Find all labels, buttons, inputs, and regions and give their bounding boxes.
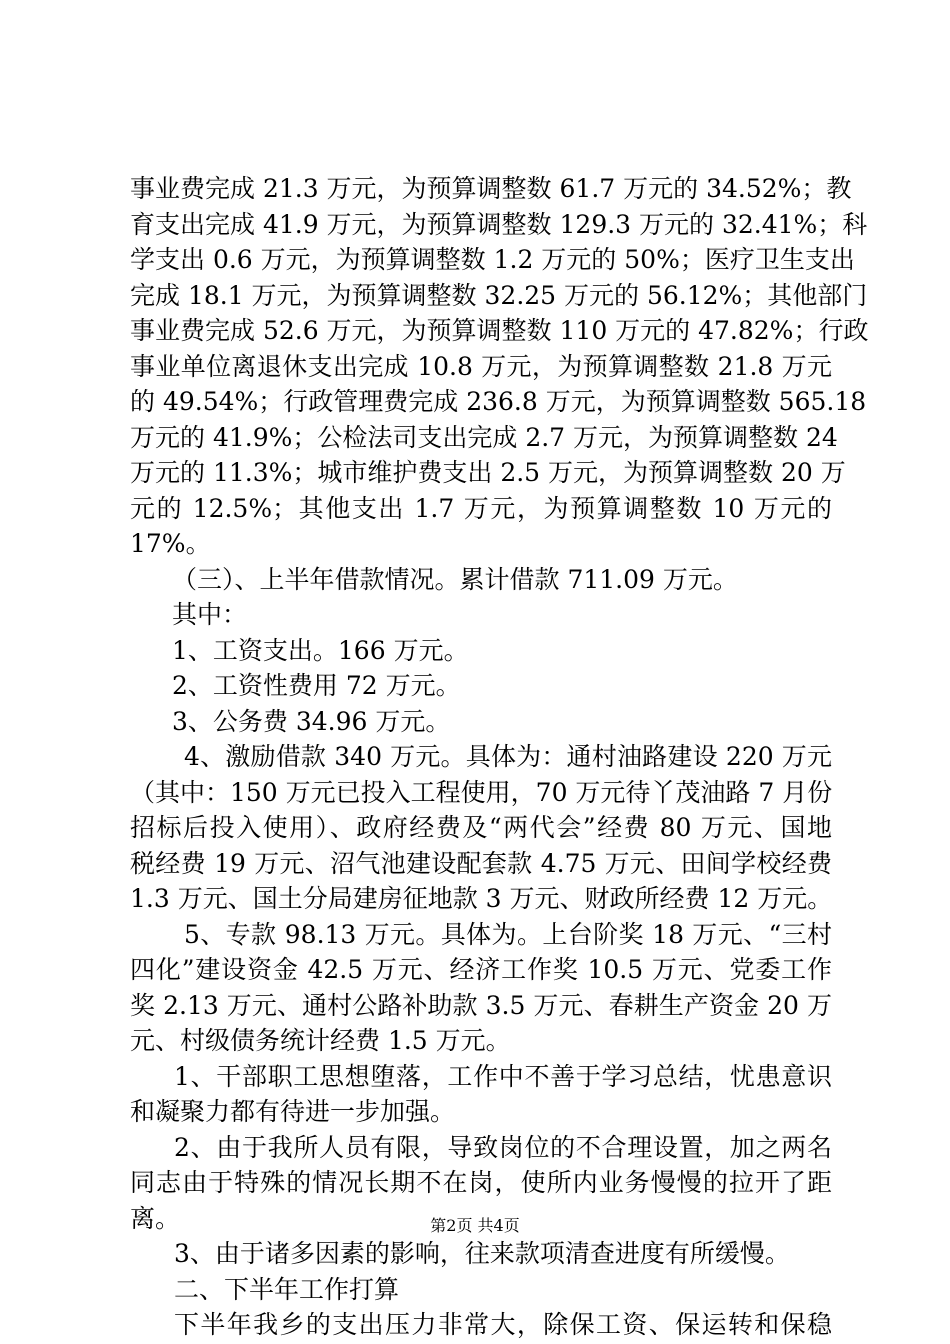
paragraph-line: 万元的 11.3%；城市维护费支出 2.5 万元，为预算调整数 20 万 <box>130 458 846 487</box>
paragraph-line: 离。 <box>130 1203 181 1233</box>
list-item: 2、工资性费用 72 万元。 <box>172 671 461 700</box>
list-item: 1、工资支出。166 万元。 <box>172 635 469 665</box>
paragraph-line: 奖 2.13 万元、通村公路补助款 3.5 万元、春耕生产资金 20 万 <box>130 990 832 1020</box>
list-item: 4、激励借款 340 万元。具体为：通村油路建设 220 万元 <box>184 742 832 771</box>
paragraph-line: 1.3 万元、国土分局建房征地款 3 万元、财政所经费 12 万元。 <box>130 884 833 913</box>
paragraph-line: 元、村级债务统计经费 1.5 万元。 <box>130 1026 511 1055</box>
paragraph-line: 元的 12.5%；其他支出 1.7 万元，为预算调整数 10 万元的 <box>130 493 832 523</box>
paragraph-line: 完成 18.1 万元，为预算调整数 32.25 万元的 56.12%；其他部门 <box>130 280 868 310</box>
paragraph-line: 育支出完成 41.9 万元，为预算调整数 129.3 万元的 32.41%；科 <box>130 209 868 239</box>
section-heading: 二、下半年工作打算 <box>174 1274 400 1304</box>
paragraph-line: （其中：150 万元已投入工程使用，70 万元待丫茂油路 7 月份 <box>130 777 833 807</box>
paragraph-line: 招标后投入使用）、政府经费及“两代会”经费 80 万元、国地 <box>130 813 832 842</box>
section-heading: （三）、上半年借款情况。累计借款 711.09 万元。 <box>172 564 738 594</box>
list-item: 5、专款 98.13 万元。具体为。上台阶奖 18 万元、“三村 <box>184 919 832 949</box>
list-item: 3、由于诸多因素的影响，往来款项清查进度有所缓慢。 <box>174 1239 790 1268</box>
paragraph-line: 事业单位离退休支出完成 10.8 万元，为预算调整数 21.8 万元 <box>130 351 832 381</box>
paragraph-line: 四化”建设资金 42.5 万元、经济工作奖 10.5 万元、党委工作 <box>130 955 832 984</box>
list-item: 3、公务费 34.96 万元。 <box>172 706 451 736</box>
paragraph-line: 其中： <box>172 600 248 629</box>
paragraph-line: 同志由于特殊的情况长期不在岗，使所内业务慢慢的拉开了距 <box>130 1168 832 1197</box>
paragraph-line: 事业费完成 21.3 万元，为预算调整数 61.7 万元的 34.52%；教 <box>130 174 852 203</box>
paragraph-line: 事业费完成 52.6 万元，为预算调整数 110 万元的 47.82%；行政 <box>130 316 869 345</box>
paragraph-line: 和凝聚力都有待进一步加强。 <box>130 1097 456 1126</box>
paragraph-line: 的 49.54%；行政管理费完成 236.8 万元，为预算调整数 565.18 <box>130 387 867 416</box>
list-item: 2、由于我所人员有限，导致岗位的不合理设置，加之两名 <box>174 1132 832 1162</box>
paragraph-line: 学支出 0.6 万元，为预算调整数 1.2 万元的 50%；医疗卫生支出 <box>130 245 855 274</box>
paragraph-line: 税经费 19 万元、沼气池建设配套款 4.75 万元、田间学校经费 <box>130 848 832 878</box>
page-footer: 第2页 共4页 <box>430 1216 520 1235</box>
paragraph-line: 万元的 41.9%；公检法司支出完成 2.7 万元，为预算调整数 24 <box>130 422 838 452</box>
paragraph-line: 下半年我乡的支出压力非常大，除保工资、保运转和保稳 <box>174 1310 832 1339</box>
list-item: 1、干部职工思想堕落，工作中不善于学习总结，忧患意识 <box>174 1061 832 1091</box>
body-text <box>130 171 869 1343</box>
paragraph-line: 17%。 <box>130 529 211 558</box>
